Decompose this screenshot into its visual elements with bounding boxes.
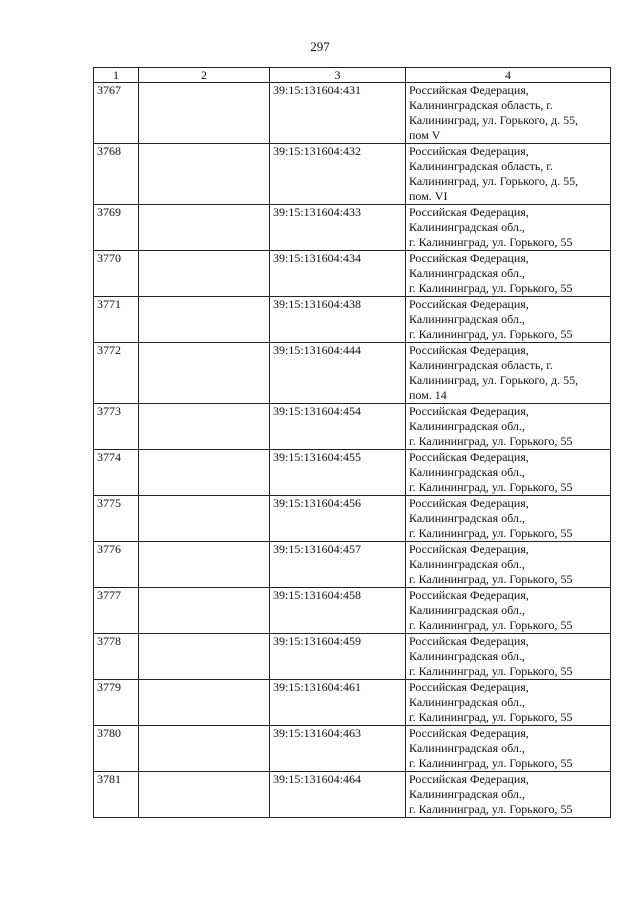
address-line: Калининградская обл., [409,695,525,709]
cadastral-number: 39:15:131604:434 [270,251,406,297]
address-line: Калининградская обл., [409,312,525,326]
row-number: 3778 [94,634,139,680]
row-number: 3772 [94,343,139,404]
column-2-cell [139,343,270,404]
table-row [94,680,611,726]
column-header-2: 2 [139,68,270,83]
row-number: 3775 [94,496,139,542]
column-2-cell [139,144,270,205]
address-cell [406,404,611,450]
table-row [94,144,611,205]
column-2-cell [139,634,270,680]
cadastral-number: 39:15:131604:463 [270,726,406,772]
address-line: Калининград, ул. Горького, д. 55, [409,113,579,127]
address-line: Калининградская обл., [409,603,525,617]
column-2-cell [139,588,270,634]
address-cell [406,297,611,343]
column-2-cell [139,404,270,450]
address-line: Калининградская обл., [409,649,525,663]
column-2-cell [139,297,270,343]
address-line: Калининград, ул. Горького, д. 55, [409,174,579,188]
row-number: 3771 [94,297,139,343]
address-line: пом V [409,128,441,142]
column-2-cell [139,680,270,726]
cadastral-number: 39:15:131604:457 [270,542,406,588]
column-2-cell [139,496,270,542]
table-header [94,68,611,83]
address-line: г. Калининград, ул. Горького, 55 [409,327,573,341]
address-line: г. Калининград, ул. Горького, 55 [409,526,573,540]
address-line: Российская Федерация, [409,772,529,786]
table-row [94,343,611,404]
table-row [94,450,611,496]
row-number: 3773 [94,404,139,450]
table-row [94,83,611,144]
address-line: г. Калининград, ул. Горького, 55 [409,664,573,678]
address-line: г. Калининград, ул. Горького, 55 [409,480,573,494]
address-line: Калининград, ул. Горького, д. 55, [409,373,579,387]
table-row [94,297,611,343]
registry-table [93,67,611,818]
row-number: 3769 [94,205,139,251]
cadastral-number: 39:15:131604:461 [270,680,406,726]
address-cell [406,588,611,634]
address-line: Калининградская обл., [409,465,525,479]
address-line: Российская Федерация, [409,205,529,219]
address-cell [406,726,611,772]
cadastral-number: 39:15:131604:444 [270,343,406,404]
cadastral-number: 39:15:131604:431 [270,83,406,144]
address-line: Российская Федерация, [409,726,529,740]
address-line: Российская Федерация, [409,588,529,602]
cadastral-number: 39:15:131604:454 [270,404,406,450]
row-number: 3776 [94,542,139,588]
table-row [94,588,611,634]
table-row [94,496,611,542]
address-line: Калининградская обл., [409,741,525,755]
table-row [94,772,611,818]
address-line: Российская Федерация, [409,542,529,556]
address-line: Калининградская обл., [409,511,525,525]
column-2-cell [139,542,270,588]
cadastral-number: 39:15:131604:432 [270,144,406,205]
row-number: 3777 [94,588,139,634]
cadastral-number: 39:15:131604:464 [270,772,406,818]
row-number: 3780 [94,726,139,772]
row-number: 3770 [94,251,139,297]
address-line: Российская Федерация, [409,297,529,311]
column-2-cell [139,772,270,818]
address-cell [406,251,611,297]
row-number: 3774 [94,450,139,496]
address-line: Калининградская область, г. [409,98,553,112]
cadastral-number: 39:15:131604:433 [270,205,406,251]
column-header-3: 3 [270,68,406,83]
address-line: Калининградская область, г. [409,159,553,173]
address-line: Российская Федерация, [409,343,529,357]
address-line: пом. VI [409,189,448,203]
column-header-4: 4 [406,68,611,83]
address-line: Российская Федерация, [409,680,529,694]
cadastral-number: 39:15:131604:438 [270,297,406,343]
header-row [94,68,611,83]
address-cell [406,205,611,251]
cadastral-number: 39:15:131604:455 [270,450,406,496]
cadastral-number: 39:15:131604:458 [270,588,406,634]
row-number: 3767 [94,83,139,144]
column-2-cell [139,205,270,251]
address-line: Калининградская обл., [409,557,525,571]
address-line: Российская Федерация, [409,496,529,510]
table-row [94,542,611,588]
address-line: Российская Федерация, [409,251,529,265]
address-line: Российская Федерация, [409,404,529,418]
column-2-cell [139,251,270,297]
address-line: Российская Федерация, [409,450,529,464]
table-row [94,404,611,450]
address-line: г. Калининград, ул. Горького, 55 [409,802,573,816]
address-line: г. Калининград, ул. Горького, 55 [409,281,573,295]
address-cell [406,144,611,205]
address-line: Калининградская обл., [409,266,525,280]
table-row [94,251,611,297]
cadastral-number: 39:15:131604:456 [270,496,406,542]
address-line: г. Калининград, ул. Горького, 55 [409,618,573,632]
address-line: Российская Федерация, [409,144,529,158]
column-2-cell [139,450,270,496]
column-2-cell [139,83,270,144]
address-line: г. Калининград, ул. Горького, 55 [409,434,573,448]
address-line: пом. 14 [409,388,447,402]
address-line: г. Калининград, ул. Горького, 55 [409,572,573,586]
address-line: г. Калининград, ул. Горького, 55 [409,235,573,249]
address-cell [406,542,611,588]
table-row [94,205,611,251]
table-body [94,83,611,818]
address-cell [406,634,611,680]
page-number: 297 [310,39,330,54]
address-cell [406,83,611,144]
address-line: Российская Федерация, [409,83,529,97]
address-line: Калининградская обл., [409,419,525,433]
address-line: г. Калининград, ул. Горького, 55 [409,710,573,724]
address-cell [406,343,611,404]
row-number: 3779 [94,680,139,726]
address-line: Калининградская обл., [409,787,525,801]
column-header-1: 1 [94,68,139,83]
address-line: Калининградская область, г. [409,358,553,372]
address-line: г. Калининград, ул. Горького, 55 [409,756,573,770]
address-cell [406,450,611,496]
address-cell [406,680,611,726]
table-row [94,726,611,772]
address-cell [406,496,611,542]
address-cell [406,772,611,818]
address-line: Российская Федерация, [409,634,529,648]
table-row [94,634,611,680]
row-number: 3768 [94,144,139,205]
row-number: 3781 [94,772,139,818]
cadastral-number: 39:15:131604:459 [270,634,406,680]
address-line: Калининградская обл., [409,220,525,234]
column-2-cell [139,726,270,772]
